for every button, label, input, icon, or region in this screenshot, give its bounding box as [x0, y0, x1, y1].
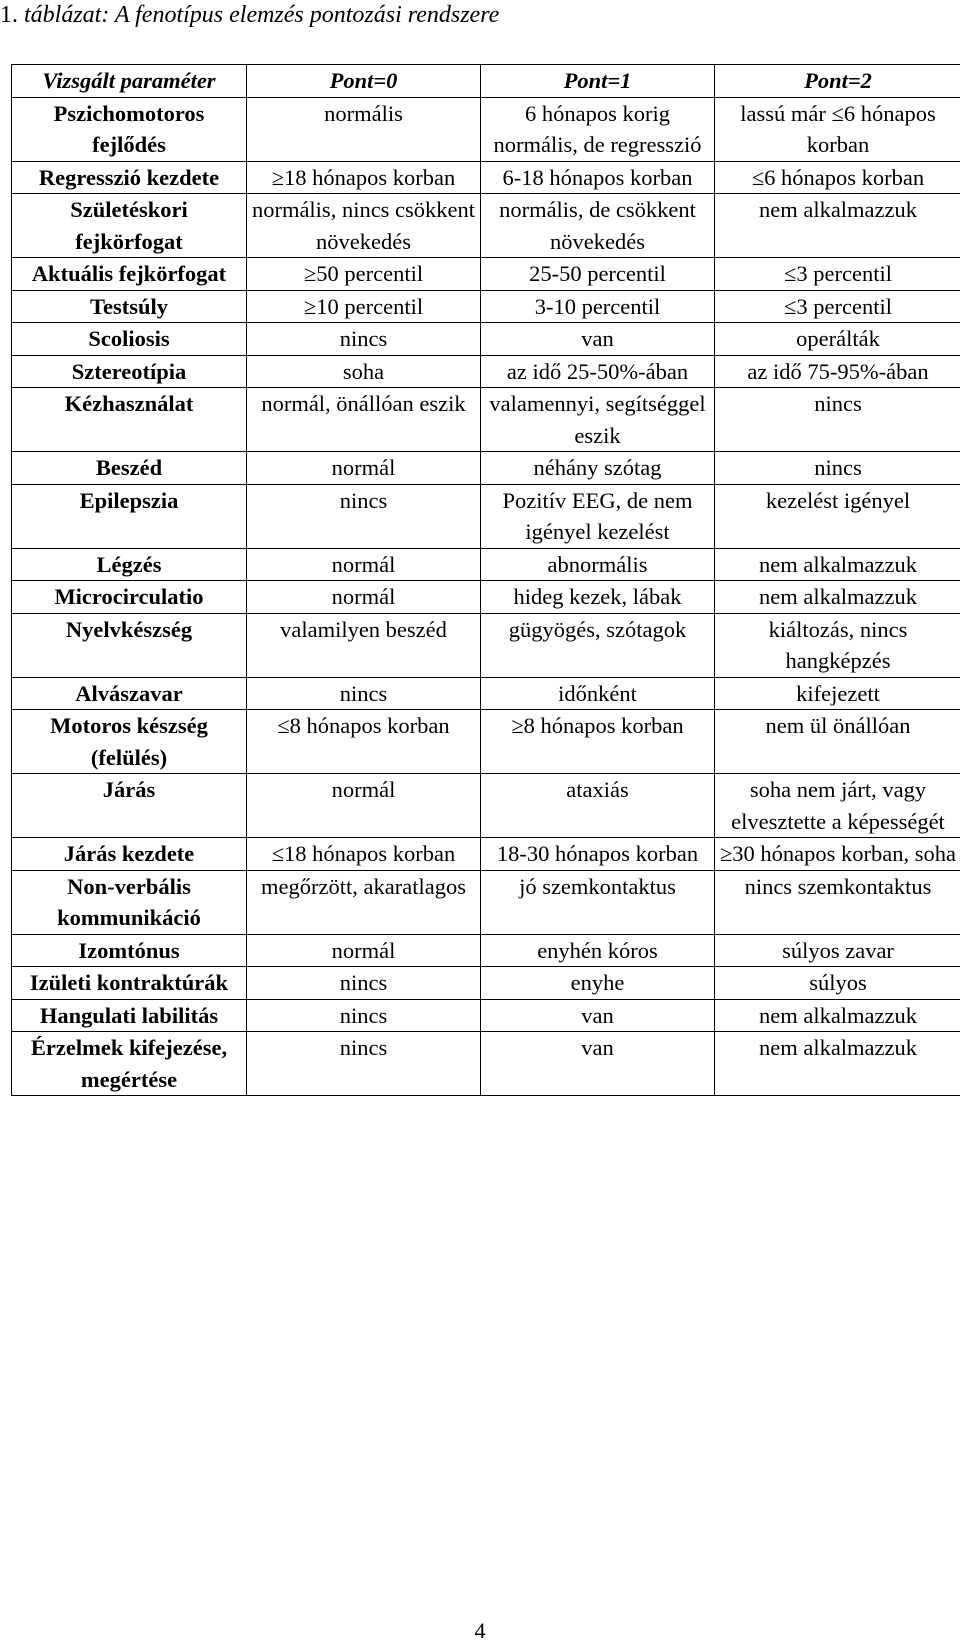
- score-0-cell: nincs: [247, 323, 481, 356]
- parameter-cell: Izomtónus: [12, 934, 247, 967]
- parameter-cell: Légzés: [12, 548, 247, 581]
- score-1-cell: jó szemkontaktus: [481, 870, 715, 934]
- parameter-cell: Aktuális fejkörfogat: [12, 258, 247, 291]
- table-row: [12, 452, 960, 485]
- table-body: [12, 97, 960, 1096]
- score-1-cell: ataxiás: [481, 774, 715, 838]
- score-2-cell: nincs: [715, 388, 960, 452]
- parameter-cell: Motoros készség (felülés): [12, 710, 247, 774]
- score-1-cell: 3-10 percentil: [481, 290, 715, 323]
- table-header-row: [12, 65, 960, 98]
- score-0-cell: nincs: [247, 967, 481, 1000]
- score-1-cell: van: [481, 323, 715, 356]
- score-2-cell: ≤3 percentil: [715, 258, 960, 291]
- score-0-cell: normális, nincs csökkent növekedés: [247, 194, 481, 258]
- parameter-cell: Beszéd: [12, 452, 247, 485]
- table-row: [12, 290, 960, 323]
- parameter-cell: Kézhasználat: [12, 388, 247, 452]
- table-row: [12, 355, 960, 388]
- parameter-cell: Születéskori fejkörfogat: [12, 194, 247, 258]
- score-2-cell: ≤6 hónapos korban: [715, 161, 960, 194]
- score-1-cell: 18-30 hónapos korban: [481, 838, 715, 871]
- score-1-cell: valamennyi, segítséggel eszik: [481, 388, 715, 452]
- score-2-cell: ≥30 hónapos korban, soha: [715, 838, 960, 871]
- score-2-cell: nem alkalmazzuk: [715, 1032, 960, 1096]
- header-score-1: Pont=1: [481, 65, 715, 98]
- score-2-cell: nincs: [715, 452, 960, 485]
- score-2-cell: kiáltozás, nincs hangképzés: [715, 613, 960, 677]
- table-row: [12, 548, 960, 581]
- parameter-cell: Izületi kontraktúrák: [12, 967, 247, 1000]
- score-0-cell: ≥18 hónapos korban: [247, 161, 481, 194]
- parameter-cell: Járás kezdete: [12, 838, 247, 871]
- score-1-cell: van: [481, 999, 715, 1032]
- score-0-cell: valamilyen beszéd: [247, 613, 481, 677]
- score-1-cell: enyhén kóros: [481, 934, 715, 967]
- caption-number: 1.: [0, 2, 18, 28]
- score-0-cell: megőrzött, akaratlagos: [247, 870, 481, 934]
- table-row: [12, 161, 960, 194]
- score-0-cell: normál: [247, 581, 481, 614]
- header-parameter: Vizsgált paraméter: [12, 65, 247, 98]
- score-0-cell: normál: [247, 934, 481, 967]
- table-row: [12, 774, 960, 838]
- score-1-cell: hideg kezek, lábak: [481, 581, 715, 614]
- table-row: [12, 613, 960, 677]
- parameter-cell: Regresszió kezdete: [12, 161, 247, 194]
- phenotype-scoring-table: [11, 64, 960, 1096]
- score-2-cell: súlyos: [715, 967, 960, 1000]
- score-1-cell: abnormális: [481, 548, 715, 581]
- score-0-cell: normál: [247, 548, 481, 581]
- parameter-cell: Pszichomotoros fejlődés: [12, 97, 247, 161]
- score-2-cell: operálták: [715, 323, 960, 356]
- header-score-0: Pont=0: [247, 65, 481, 98]
- score-0-cell: nincs: [247, 484, 481, 548]
- score-0-cell: ≥50 percentil: [247, 258, 481, 291]
- page-number: 4: [474, 1618, 486, 1643]
- parameter-cell: Testsúly: [12, 290, 247, 323]
- score-2-cell: nem alkalmazzuk: [715, 194, 960, 258]
- score-2-cell: kifejezett: [715, 677, 960, 710]
- score-1-cell: néhány szótag: [481, 452, 715, 485]
- caption-text: táblázat: A fenotípus elemzés pontozási rendszere: [24, 2, 500, 28]
- score-2-cell: nem alkalmazzuk: [715, 548, 960, 581]
- table-row: [12, 967, 960, 1000]
- table-row: [12, 710, 960, 774]
- table-row: [12, 581, 960, 614]
- score-0-cell: nincs: [247, 1032, 481, 1096]
- score-2-cell: nem ül önállóan: [715, 710, 960, 774]
- score-0-cell: nincs: [247, 677, 481, 710]
- table-row: [12, 258, 960, 291]
- parameter-cell: Non-verbális kommunikáció: [12, 870, 247, 934]
- parameter-cell: Epilepszia: [12, 484, 247, 548]
- score-0-cell: normál: [247, 452, 481, 485]
- score-0-cell: ≤8 hónapos korban: [247, 710, 481, 774]
- score-2-cell: súlyos zavar: [715, 934, 960, 967]
- parameter-cell: Alvászavar: [12, 677, 247, 710]
- table-row: [12, 323, 960, 356]
- score-2-cell: lassú már ≤6 hónapos korban: [715, 97, 960, 161]
- score-0-cell: normál, önállóan eszik: [247, 388, 481, 452]
- score-1-cell: gügyögés, szótagok: [481, 613, 715, 677]
- score-2-cell: nem alkalmazzuk: [715, 999, 960, 1032]
- table-row: [12, 1032, 960, 1096]
- score-2-cell: soha nem járt, vagy elvesztette a képességét: [715, 774, 960, 838]
- score-1-cell: az idő 25-50%-ában: [481, 355, 715, 388]
- score-1-cell: időnként: [481, 677, 715, 710]
- score-2-cell: nem alkalmazzuk: [715, 581, 960, 614]
- score-0-cell: normális: [247, 97, 481, 161]
- score-1-cell: Pozitív EEG, de nem igényel kezelést: [481, 484, 715, 548]
- table-row: [12, 838, 960, 871]
- parameter-cell: Microcirculatio: [12, 581, 247, 614]
- table-caption: [0, 0, 499, 30]
- table-row: [12, 484, 960, 548]
- score-1-cell: ≥8 hónapos korban: [481, 710, 715, 774]
- parameter-cell: Scoliosis: [12, 323, 247, 356]
- score-1-cell: 6 hónapos korig normális, de regresszió: [481, 97, 715, 161]
- score-2-cell: ≤3 percentil: [715, 290, 960, 323]
- score-2-cell: az idő 75-95%-ában: [715, 355, 960, 388]
- score-1-cell: enyhe: [481, 967, 715, 1000]
- score-1-cell: 6-18 hónapos korban: [481, 161, 715, 194]
- table-row: [12, 934, 960, 967]
- parameter-cell: Sztereotípia: [12, 355, 247, 388]
- score-1-cell: 25-50 percentil: [481, 258, 715, 291]
- header-score-2: Pont=2: [715, 65, 960, 98]
- score-0-cell: nincs: [247, 999, 481, 1032]
- score-0-cell: ≤18 hónapos korban: [247, 838, 481, 871]
- parameter-cell: Hangulati labilitás: [12, 999, 247, 1032]
- table-row: [12, 388, 960, 452]
- parameter-cell: Nyelvkészség: [12, 613, 247, 677]
- parameter-cell: Járás: [12, 774, 247, 838]
- table-row: [12, 870, 960, 934]
- table-row: [12, 97, 960, 161]
- table-row: [12, 999, 960, 1032]
- table-row: [12, 677, 960, 710]
- table-row: [12, 194, 960, 258]
- parameter-cell: Érzelmek kifejezése, megértése: [12, 1032, 247, 1096]
- score-1-cell: normális, de csökkent növekedés: [481, 194, 715, 258]
- score-0-cell: soha: [247, 355, 481, 388]
- score-1-cell: van: [481, 1032, 715, 1096]
- score-2-cell: kezelést igényel: [715, 484, 960, 548]
- score-2-cell: nincs szemkontaktus: [715, 870, 960, 934]
- score-0-cell: ≥10 percentil: [247, 290, 481, 323]
- score-0-cell: normál: [247, 774, 481, 838]
